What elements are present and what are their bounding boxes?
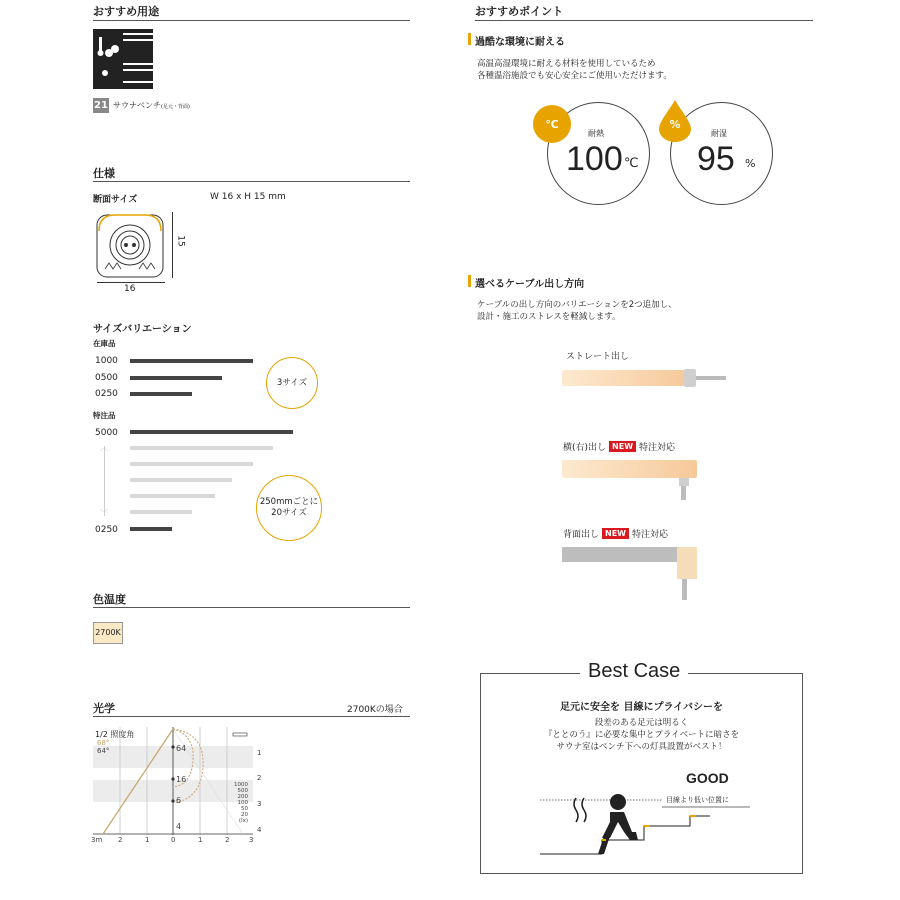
order-bar-light-5 — [130, 510, 192, 514]
usage-number: 21 — [94, 100, 108, 111]
usage-title: おすすめ用途 — [93, 5, 160, 18]
order-label: 特注品 — [93, 411, 116, 420]
thermometer-icon: ℃ — [533, 105, 571, 143]
heat-unit: ℃ — [624, 156, 639, 171]
lux-value-16: 16 — [176, 775, 187, 784]
good-label: GOOD — [686, 770, 729, 786]
best-case-headline: 足元に安全を 目線にプライバシーを — [560, 702, 723, 713]
stock-size-0500: 0500 — [95, 373, 118, 383]
back-cable-image — [562, 545, 702, 600]
distance-2: 2 — [257, 774, 262, 782]
light-distribution-chart — [93, 727, 253, 835]
x-tick-1l: 1 — [145, 836, 150, 844]
heat-heading-marker — [468, 33, 471, 45]
heat-text-1: 高温高湿環境に耐える材料を使用しているため — [477, 59, 656, 69]
order-size-bottom: 0250 — [95, 525, 118, 535]
spec-title: 仕様 — [93, 167, 115, 180]
x-tick-3m: 3m — [91, 836, 103, 844]
sauna-bench-icon — [93, 29, 153, 89]
order-bar-light-1 — [130, 446, 273, 450]
lux-value-4: 4 — [176, 822, 182, 831]
best-case-line2: 『ととのう』に必要な集中とプライベートに暗さを — [543, 730, 740, 740]
humidity-label: 耐湿 — [711, 129, 727, 138]
straight-label: ストレート出し — [566, 352, 630, 362]
cable-heading-marker — [468, 275, 471, 287]
best-case-line1: 段差のある足元は明るく — [594, 718, 689, 728]
straight-cable-image — [562, 366, 727, 390]
points-title: おすすめポイント — [475, 5, 564, 18]
eye-level-note: 目線より低い位置に — [666, 796, 729, 804]
cable-heading: 選べるケーブル出し方向 — [475, 279, 585, 290]
width-dimension-line — [97, 282, 165, 283]
sauna-scene-illustration — [540, 788, 750, 858]
width-dimension: 16 — [124, 284, 136, 294]
section-size-label: 断面サイズ — [93, 195, 138, 205]
stock-bar-1000 — [130, 359, 253, 363]
distance-1: 1 — [257, 749, 262, 757]
order-bar-light-4 — [130, 494, 215, 498]
cable-text-2: 設計・施工のストレスを軽減します。 — [477, 312, 621, 322]
humidity-unit: % — [745, 157, 756, 170]
order-bar-5000 — [130, 430, 293, 434]
half-angle-value: 68° — [97, 739, 110, 747]
lux-value-64: 64 — [176, 744, 187, 753]
variations-title: サイズバリエーション — [93, 324, 192, 335]
arrow-down-icon: ﹀ — [100, 509, 108, 518]
best-case-title: Best Case — [580, 660, 688, 683]
order-bar-0250 — [130, 527, 172, 531]
stock-bar-0500 — [130, 376, 222, 380]
color-temp-rule — [93, 607, 410, 608]
spec-rule — [93, 181, 410, 182]
heat-text-2: 各種温浴施設でも安心安全にご使用いただけます。 — [477, 71, 672, 81]
usage-label: サウナベンチ(足元・背面) — [113, 101, 190, 110]
color-temp-swatch: 2700K — [93, 622, 123, 644]
half-angle-value-2: 64° — [97, 747, 110, 755]
x-tick-1r: 1 — [198, 836, 203, 844]
side-exit-label: 横(右)出し NEW 特注対応 — [563, 442, 676, 453]
x-tick-2l: 2 — [118, 836, 123, 844]
height-dimension: 15 — [175, 235, 186, 247]
x-tick-3r: 3 — [249, 836, 254, 844]
stock-badge: 3サイズ — [266, 357, 318, 409]
distance-3: 3 — [257, 800, 262, 808]
heat-label: 耐熱 — [588, 129, 604, 138]
section-size-value: W 16 x H 15 mm — [210, 192, 286, 202]
side-cable-image — [562, 456, 702, 500]
cross-section-drawing — [95, 211, 167, 279]
best-case-line3: サウナ室はベンチ下への灯具設置がベスト！ — [556, 742, 727, 752]
new-tag: NEW — [602, 528, 629, 539]
x-tick-0: 0 — [171, 836, 176, 844]
stock-bar-0250 — [130, 392, 192, 396]
lux-value-6: 6 — [176, 796, 182, 805]
color-temp-title: 色温度 — [93, 593, 126, 606]
humidity-icon-label: % — [669, 118, 681, 131]
arrow-up-icon: ︿ — [100, 443, 108, 452]
order-size-top: 5000 — [95, 428, 118, 438]
optics-note: 2700Kの場合 — [347, 705, 403, 715]
optics-title: 光学 — [93, 702, 115, 715]
stock-size-1000: 1000 — [95, 356, 118, 366]
order-badge: 250mmごとに 20サイズ — [256, 475, 322, 541]
cable-text-1: ケーブルの出し方向のバリエーションを2つ追加し、 — [477, 300, 677, 310]
heat-heading: 過酷な環境に耐える — [475, 37, 565, 48]
range-arrow — [104, 446, 105, 516]
lux-scale: 1000 500 200 100 50 20 (lx) — [234, 782, 248, 824]
height-dimension-line — [172, 212, 173, 278]
order-bar-light-3 — [130, 478, 232, 482]
half-angle-label: 1/2 照度角 — [95, 730, 135, 739]
usage-rule — [93, 20, 410, 21]
heat-value: 100 — [566, 140, 623, 178]
new-tag: NEW — [609, 441, 636, 452]
x-tick-2r: 2 — [225, 836, 230, 844]
stock-size-0250: 0250 — [95, 389, 118, 399]
points-rule — [475, 20, 813, 21]
back-exit-label: 背面出し NEW 特注対応 — [563, 529, 669, 540]
order-bar-light-2 — [130, 462, 253, 466]
stock-label: 在庫品 — [93, 339, 116, 348]
distance-4: 4 — [257, 826, 262, 834]
optics-rule — [93, 716, 410, 717]
humidity-value: 95 — [697, 140, 735, 178]
